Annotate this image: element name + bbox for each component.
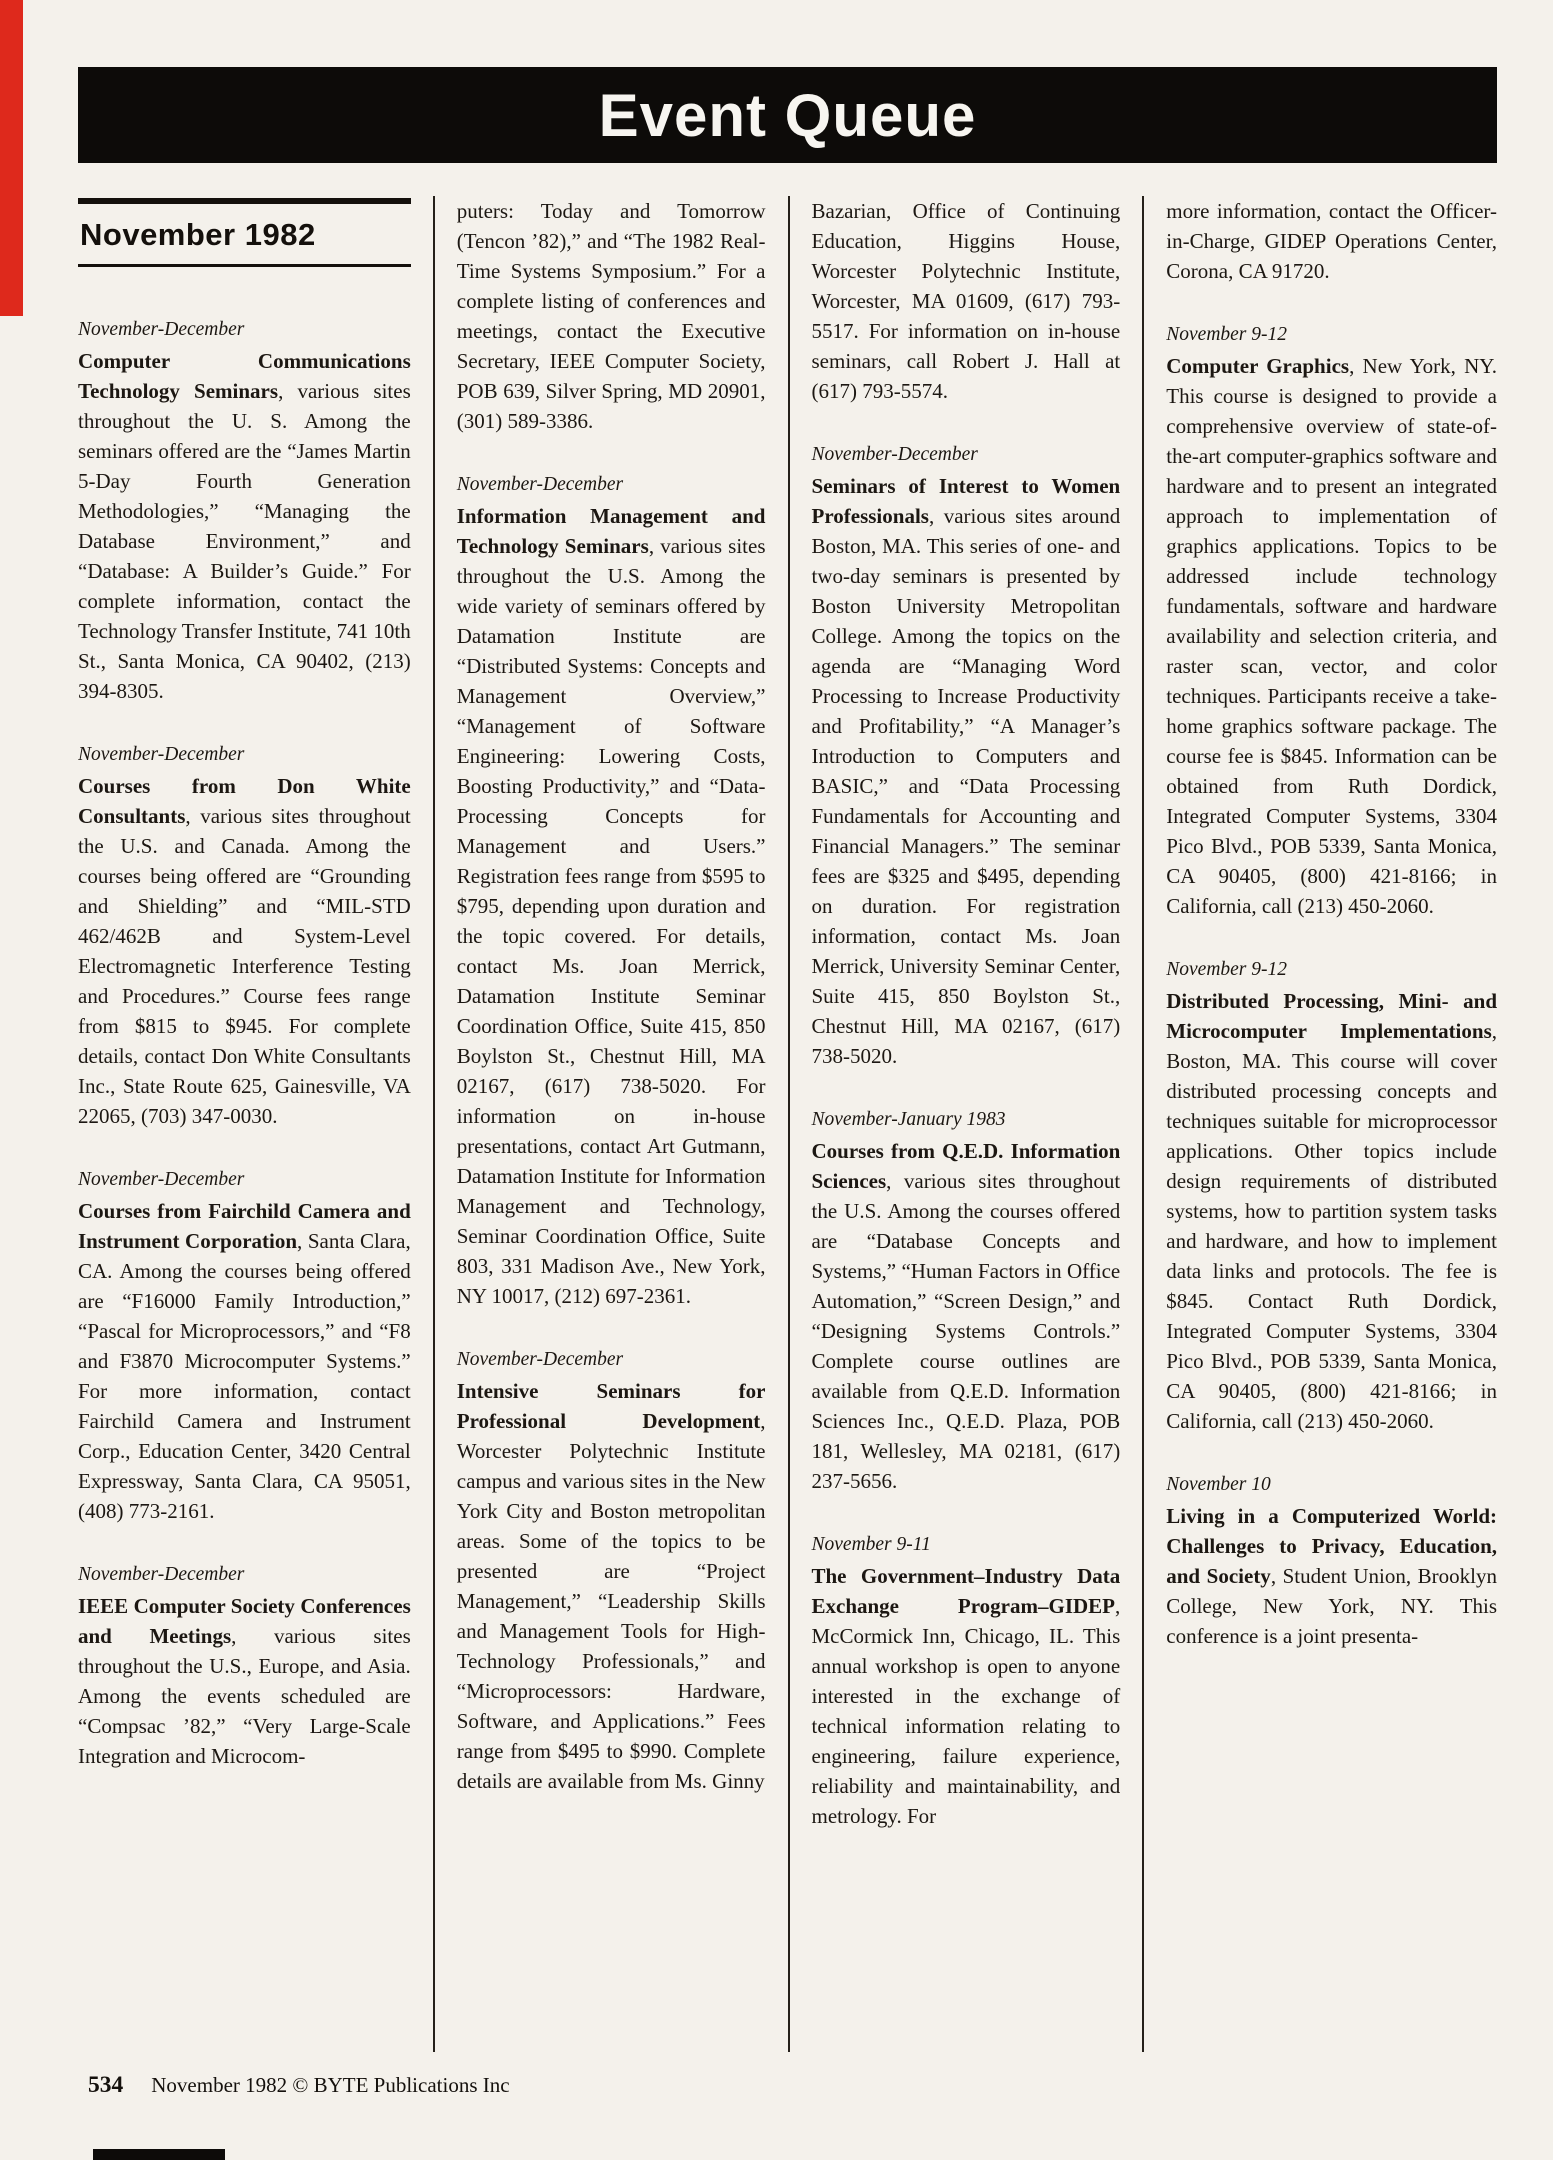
event-date: November-December xyxy=(78,319,245,340)
event-description: , New York, NY. This course is designed to provide a comprehensive overview of state-of-the-art computer-graphics software and hardware and to present an integrated approach to implementation of graphics applications. Topics to be addressed include technology fundamentals, software and hardware availability and selection criteria, and raster scan, vector, and color techniques. Participants receive a take-home graphics software package. The course fee is $845. Information can be obtained from Ruth Dordick, Integrated Computer Systems, 3304 Pico Blvd., POB 5339, Santa Monica, CA 90405, (800) 421-8166; in California, call (213) 450-2060. xyxy=(1166,354,1497,918)
event-listing xyxy=(812,1532,1121,1831)
event-listing xyxy=(78,317,411,706)
event-text xyxy=(812,1136,1121,1496)
event-text xyxy=(1166,351,1497,921)
event-listing xyxy=(1166,322,1497,921)
event-date: November 10 xyxy=(1166,1474,1271,1495)
event-title: IEEE Computer Society Conferences and Meetings xyxy=(78,1594,411,1648)
event-description: , Worcester Polytechnic Institute campus and various sites in the New York City and Boston metropolitan areas. Some of the topics to be presented are “Project Management,” “Leadership Skills and Management Tools for High-Technology Professionals,” and “Microprocessors: Hardware, Software, and Applications.” Fees range from $495 to $990. Complete details are available from Ms. Ginny xyxy=(456,1409,766,1793)
event-date: November-December xyxy=(811,444,978,465)
event-continuation: more information, contact the Officer-in-Charge, GIDEP Operations Center, Corona, CA 91720. xyxy=(1166,199,1497,283)
event-listing xyxy=(78,1562,411,1771)
event-date: November 9-12 xyxy=(1166,959,1288,980)
event-listing xyxy=(78,742,411,1131)
event-text xyxy=(78,1196,411,1526)
event-text xyxy=(812,1561,1121,1831)
event-continuation: puters: Today and Tomorrow (Tencon ’82),” and “The 1982 Real-Time Systems Symposium.” For a complete listing of conferences and meetings, contact the Executive Secretary, IEEE Computer Society, POB 639, Silver Spring, MD 20901, (301) 589-3386. xyxy=(456,199,766,433)
page-edge-red-strip xyxy=(0,0,23,316)
event-description: , various sites throughout the U. S. Among the seminars offered are the “James Martin 5-Day Fourth Generation Methodologies,” “Managing the Database Environment,” and “Database: A Builder’s Guide.” For complete information, contact the Technology Transfer Institute, 741 10th St., Santa Monica, CA 90402, (213) 394-8305. xyxy=(78,379,411,703)
event-title: Courses from Q.E.D. Information Sciences xyxy=(811,1139,1121,1193)
event-date: November-December xyxy=(78,1169,245,1190)
event-text xyxy=(457,501,766,1311)
event-columns xyxy=(78,196,1497,2052)
event-description: , Santa Clara, CA. Among the courses being offered are “F16000 Family Introduction,” “Pascal for Microprocessors,” and “F8 and F3870 Microcomputer Systems.” For more information, contact Fairchild Camera and Instrument Corp., Education Center, 3420 Central Expressway, Santa Clara, CA 95051, (408) 773-2161. xyxy=(78,1229,411,1523)
event-title: Courses from Don White Consultants xyxy=(78,774,411,828)
section-banner-title: Event Queue xyxy=(598,81,977,149)
event-text xyxy=(457,1376,766,1796)
event-listing xyxy=(1166,957,1497,1436)
event-date: November-December xyxy=(78,744,245,765)
event-title: Intensive Seminars for Professional Development xyxy=(456,1379,766,1433)
event-title: Living in a Computerized World: Challenges to Privacy, Education, and Society xyxy=(1166,1504,1497,1588)
page-edge-mark xyxy=(93,2149,225,2160)
event-title: Courses from Fairchild Camera and Instrument Corporation xyxy=(78,1199,411,1253)
event-date: November-December xyxy=(456,1349,624,1370)
month-header-label: November 1982 xyxy=(80,217,316,252)
event-title: Distributed Processing, Mini- and Microcomputer Implementations xyxy=(1166,989,1497,1043)
event-description: , various sites throughout the U.S., Europe, and Asia. Among the events scheduled are “Compsac ’82,” “Very Large-Scale Integration and Microcom- xyxy=(78,1624,411,1768)
month-header xyxy=(78,198,411,267)
event-date: November 9-12 xyxy=(1166,324,1288,345)
event-text xyxy=(812,471,1121,1071)
event-text xyxy=(1166,1501,1497,1651)
event-title: Information Management and Technology Seminars xyxy=(456,504,766,558)
event-text xyxy=(78,771,411,1131)
event-description: , various sites throughout the U.S. Among the courses offered are “Database Concepts and Systems,” “Human Factors in Office Automation,” “Screen Design,” and “Designing Systems Controls.” Complete course outlines are available from Q.E.D. Information Sciences Inc., Q.E.D. Plaza, POB 181, Wellesley, MA 02181, (617) 237-5656. xyxy=(811,1169,1121,1493)
event-text xyxy=(78,1591,411,1771)
event-date: November 9-11 xyxy=(811,1534,931,1555)
event-description: , various sites throughout the U.S. Among the wide variety of seminars offered by Datamation Institute are “Distributed Systems: Concepts and Management Overview,” “Management of Software Engineering: Lowering Costs, Boosting Productivity,” and “Data-Processing Concepts for Management and Users.” Registration fees range from $595 to $795, depending upon duration and the topic covered. For details, contact Ms. Joan Merrick, Datamation Institute Seminar Coordination Office, Suite 415, 850 Boylston St., Chestnut Hill, MA 02167, (617) 738-5020. For information on in-house presentations, contact Art Gutmann, Datamation Institute for Information Management and Technology, Seminar Coordination Office, Suite 803, 331 Madison Ave., New York, NY 10017, (212) 697-2361. xyxy=(456,534,766,1308)
event-date: November-January 1983 xyxy=(811,1109,1006,1130)
event-text xyxy=(1166,986,1497,1436)
event-date: November-December xyxy=(456,474,624,495)
event-description: , various sites throughout the U.S. and Canada. Among the courses being offered are “Grounding and Shielding” and “MIL-STD 462/462B and System-Level Electromagnetic Interference Testing and Procedures.” Course fees range from $815 to $945. For complete details, contact Don White Consultants Inc., State Route 625, Gainesville, VA 22065, (703) 347-0030. xyxy=(78,804,411,1128)
page-footer xyxy=(88,2072,510,2099)
event-listing xyxy=(457,1347,766,1796)
page-number: 534 xyxy=(88,2072,124,2098)
event-title: Computer Communications Technology Seminars xyxy=(78,349,411,403)
event-description: , various sites around Boston, MA. This series of one- and two-day seminars is presented by Boston University Metropolitan College. Among the topics on the agenda are “Managing Word Processing to Increase Productivity and Profitability,” “A Manager’s Introduction to Computers and BASIC,” and “Data Processing Fundamentals for Accounting and Financial Managers.” The seminar fees are $325 and $495, depending on duration. For registration information, contact Ms. Joan Merrick, University Seminar Center, Suite 415, 850 Boylston St., Chestnut Hill, MA 02167, (617) 738-5020. xyxy=(811,504,1121,1068)
column-4 xyxy=(1142,196,1497,2052)
event-date: November-December xyxy=(78,1564,245,1585)
event-description: , Boston, MA. This course will cover distributed processing concepts and techniques suitable for microprocessor applications. Other topics include design requirements of distributed systems, how to partition system tasks and hardware, and how to implement data links and protocols. The fee is $845. Contact Ruth Dordick, Integrated Computer Systems, 3304 Pico Blvd., POB 5339, Santa Monica, CA 90405, (800) 421-8166; in California, call (213) 450-2060. xyxy=(1166,1019,1497,1433)
event-continuation: Bazarian, Office of Continuing Education, Higgins House, Worcester Polytechnic Institute, Worcester, MA 01609, (617) 793-5517. For information on in-house seminars, call Robert J. Hall at (617) 793-5574. xyxy=(811,199,1121,403)
event-listing xyxy=(812,1107,1121,1496)
event-title: Computer Graphics xyxy=(1166,354,1350,378)
event-listing xyxy=(457,472,766,1311)
event-title: The Government–Industry Data Exchange Program–GIDEP xyxy=(811,1564,1121,1618)
column-3 xyxy=(788,196,1143,2052)
event-text xyxy=(78,346,411,706)
event-listing xyxy=(812,442,1121,1071)
section-banner xyxy=(78,67,1497,163)
column-1 xyxy=(78,196,433,2052)
footer-credit: November 1982 © BYTE Publications Inc xyxy=(151,2073,510,2097)
event-listing xyxy=(1166,1472,1497,1651)
column-2 xyxy=(433,196,788,2052)
event-listing xyxy=(78,1167,411,1526)
event-description: , McCormick Inn, Chicago, IL. This annual workshop is open to anyone interested in the exchange of technical information relating to engineering, failure experience, reliability and maintainability, and metrology. For xyxy=(811,1594,1121,1828)
event-description: , Student Union, Brooklyn College, New York, NY. This conference is a joint presenta- xyxy=(1166,1564,1497,1648)
event-title: Seminars of Interest to Women Professionals xyxy=(811,474,1121,528)
